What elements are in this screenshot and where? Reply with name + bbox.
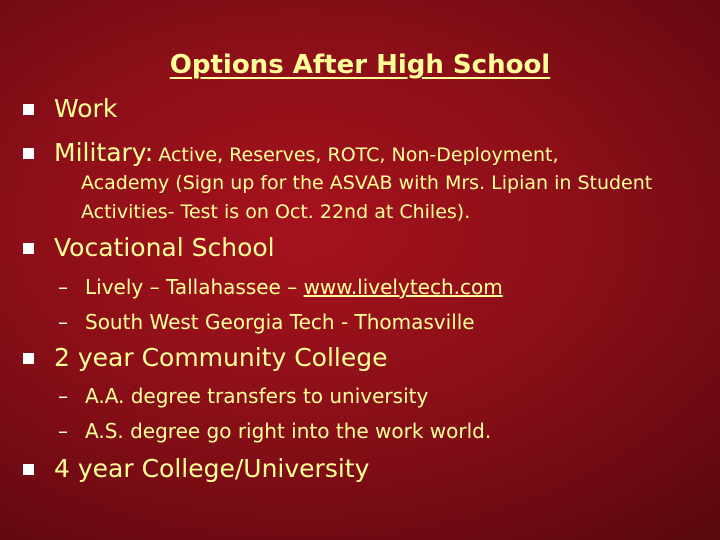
bullet-work: Work bbox=[54, 94, 118, 123]
bullet-community-college: 2 year Community College bbox=[54, 343, 388, 372]
slide-title: Options After High School bbox=[169, 50, 551, 80]
bullet-university: 4 year College/University bbox=[54, 454, 370, 483]
bullet-square-icon bbox=[23, 464, 34, 475]
sub-bullet-dash: – bbox=[58, 384, 68, 408]
sub-bullet-dash: – bbox=[58, 310, 68, 334]
military-detail-line2: Academy (Sign up for the ASVAB with Mrs. Lipian in Student bbox=[81, 172, 653, 194]
voc-sub-item-lively-text: Lively – Tallahassee – bbox=[85, 275, 304, 299]
bullet-vocational: Vocational School bbox=[54, 233, 275, 262]
voc-sub-item-lively bbox=[85, 275, 503, 299]
bullet-square-icon bbox=[23, 104, 34, 115]
sub-bullet-dash: – bbox=[58, 419, 68, 443]
bullet-square-icon bbox=[23, 353, 34, 364]
cc-sub-item-as: A.S. degree go right into the work world. bbox=[85, 419, 492, 443]
military-detail-line1: Active, Reserves, ROTC, Non-Deployment, bbox=[158, 144, 559, 166]
military-detail-line3: Activities- Test is on Oct. 22nd at Chiles). bbox=[81, 201, 471, 223]
sub-bullet-dash: – bbox=[58, 275, 68, 299]
lively-tech-link[interactable]: www.livelytech.com bbox=[303, 275, 503, 299]
military-heading: Military: bbox=[54, 138, 154, 167]
voc-sub-item-swgt: South West Georgia Tech - Thomasville bbox=[85, 310, 475, 334]
cc-sub-item-aa: A.A. degree transfers to university bbox=[85, 384, 429, 408]
bullet-square-icon bbox=[23, 148, 34, 159]
bullet-square-icon bbox=[23, 243, 34, 254]
bullet-military bbox=[54, 138, 559, 167]
